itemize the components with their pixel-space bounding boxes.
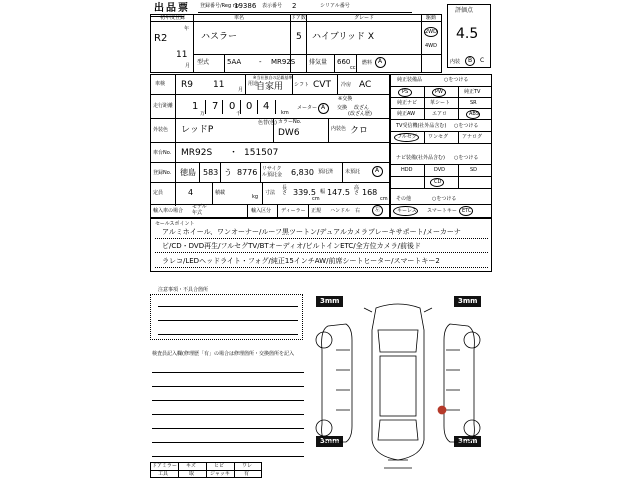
options-header: 純正装備品 bbox=[397, 77, 423, 83]
tv-note: ○をつける bbox=[454, 123, 479, 129]
type-prefix: 5AA bbox=[227, 58, 242, 66]
mileage-meter: メーター bbox=[297, 105, 318, 111]
sales-points-header: セールスポイント bbox=[155, 221, 195, 227]
drive-2wd: 2WD bbox=[425, 29, 437, 35]
color-no: DW6 bbox=[278, 128, 300, 138]
damage-mark bbox=[438, 406, 446, 414]
grade-label: グレード bbox=[354, 15, 375, 21]
tread-fl: 3mm bbox=[316, 296, 343, 307]
legend-4: ワレ bbox=[242, 463, 253, 469]
chassis-sep: ・ bbox=[229, 148, 239, 158]
color-change-label: 色替(色) bbox=[258, 120, 277, 126]
height: 168 bbox=[362, 188, 378, 197]
reg-no-value: 19386 bbox=[234, 2, 257, 10]
mileage-unit: km bbox=[281, 110, 289, 116]
load-unit: kg bbox=[252, 194, 259, 200]
tv-oneseg: ワンセグ bbox=[428, 134, 449, 140]
type-code: MR92S bbox=[271, 58, 296, 66]
displacement-unit: cc bbox=[350, 65, 356, 71]
navi-cd: CD bbox=[434, 179, 442, 185]
month-unit: 月 bbox=[185, 63, 191, 69]
inspection-unit: 月 bbox=[238, 87, 244, 93]
other-header: その他 bbox=[396, 196, 412, 202]
legend-8: 有 bbox=[244, 471, 250, 477]
use-value: 自家用 bbox=[256, 82, 284, 92]
sales-point-line-2: ビ/CD・DVD再生/フルセグTV/BTオーディオ/ビルトインETC/全方位カメラ/前後ド bbox=[162, 242, 422, 250]
grade: ハイブリッド X bbox=[312, 32, 375, 42]
fuel-label: 燃料 bbox=[362, 60, 373, 66]
exterior-color-label: 外装色 bbox=[153, 127, 169, 133]
right-side-view bbox=[444, 324, 480, 442]
sales-point-line-1: アルミホイール、ワンオーナー/ルーフ黒ツートン/デュアルカメラブレーキサポート/メーカーナ bbox=[162, 228, 461, 236]
legend-6: 取 bbox=[189, 471, 195, 477]
tread-fr: 3mm bbox=[454, 296, 481, 307]
opt-smartkey: スマートキー bbox=[427, 208, 457, 214]
first-reg-label: 初年度登録 bbox=[160, 15, 186, 21]
tread-rr: 3mm bbox=[454, 436, 481, 447]
mileage-digit-3: 0 bbox=[229, 101, 236, 112]
opt-genuine-tv: 純正TV bbox=[464, 89, 481, 95]
options-note: ○をつける bbox=[444, 77, 469, 83]
legend-2: キズ bbox=[186, 463, 196, 469]
mileage-rollback: 改ざん bbox=[354, 105, 370, 111]
mileage-status: A bbox=[321, 104, 326, 111]
car-name-label: 車名 bbox=[234, 15, 245, 21]
doors: 5 bbox=[296, 32, 302, 42]
mileage-replace: 交換 bbox=[337, 105, 348, 111]
opt-sr: SR bbox=[470, 100, 477, 106]
tv-fullseg: フルセグ bbox=[397, 134, 417, 140]
drive-4wd: 4WD bbox=[425, 43, 437, 49]
mileage-digit-4: 0 bbox=[246, 101, 253, 112]
dealer-value: 正規 bbox=[311, 208, 322, 214]
chassis-number: 151507 bbox=[244, 148, 279, 158]
legend-1: ドアミラー bbox=[152, 463, 177, 469]
import-label: 輸入車の場合 bbox=[153, 208, 184, 214]
left-side-view bbox=[316, 324, 352, 442]
mileage-unknown: (改ざん歴) bbox=[348, 111, 372, 117]
opt-etc: ETC bbox=[462, 208, 472, 214]
inspection-era: R9 bbox=[181, 80, 193, 90]
form-title: 出品票 bbox=[154, 3, 190, 14]
navi-note: ○をつける bbox=[454, 155, 479, 161]
mileage-digit-5: 4 bbox=[263, 101, 270, 112]
displacement: 660 bbox=[337, 58, 351, 66]
mileage-digit-1: 1 bbox=[192, 101, 199, 112]
height-label: 高さ bbox=[354, 185, 360, 196]
plate-number: 8776 bbox=[237, 168, 258, 177]
import-type-label: 輸入区分 bbox=[251, 208, 272, 214]
plate-kana: う bbox=[224, 168, 232, 177]
navi-dvd: DVD bbox=[434, 167, 446, 173]
ac-label: 冷房 bbox=[341, 82, 352, 88]
grade-box-label: 評価点 bbox=[455, 7, 474, 14]
interior-b: B bbox=[468, 57, 473, 64]
dims-unit-2: cm bbox=[380, 196, 388, 202]
recycle-label: リサイクル預託金 bbox=[262, 166, 283, 178]
type-label: 型式 bbox=[197, 59, 210, 66]
displacement-label: 排気量 bbox=[309, 59, 328, 66]
use-label: 用途 bbox=[248, 81, 259, 87]
dims-label: 寸法 bbox=[265, 190, 276, 196]
opt-pw: PW bbox=[435, 89, 443, 95]
legend-3: ヒビ bbox=[214, 463, 225, 469]
ac-value: AC bbox=[359, 80, 372, 90]
opt-aero: エアロ bbox=[432, 111, 448, 117]
auction-score: 4.5 bbox=[456, 26, 479, 42]
dealer-label: ディーラー bbox=[281, 208, 306, 214]
opt-keyless: キーレス bbox=[397, 208, 417, 214]
inspector-header: 検査員記入欄(修理歴「有」の場合は修理箇所・交換箇所を記入 bbox=[152, 351, 294, 357]
notice-header: 注意事項・不具合箇所 bbox=[158, 287, 209, 293]
mileage-label: 走行距離 bbox=[153, 103, 174, 109]
capacity: 4 bbox=[188, 188, 194, 197]
inspection-label: 車検 bbox=[155, 81, 166, 87]
year-unit: 年 bbox=[184, 26, 190, 32]
doors-label: ドア数 bbox=[291, 15, 306, 21]
width-label: 幅 bbox=[320, 189, 326, 195]
recycle-mark: A bbox=[375, 167, 380, 174]
steering-label: ハンドル bbox=[330, 208, 351, 214]
drive-label: 駆動 bbox=[426, 15, 437, 21]
lane-value: 2 bbox=[292, 2, 297, 10]
steering-right: 右 bbox=[355, 208, 361, 214]
top-view bbox=[364, 304, 432, 460]
interior-color-label: 内装色 bbox=[331, 126, 347, 132]
interior-c: C bbox=[480, 57, 485, 64]
opt-abs: ABS bbox=[469, 111, 479, 117]
interior-label: 内装 bbox=[450, 59, 461, 65]
mileage-note: ※交換 bbox=[338, 96, 353, 102]
exterior-color: レッドP bbox=[181, 125, 214, 135]
legend-5: 工具 bbox=[158, 471, 169, 477]
opt-genuine-navi: 純正ナビ bbox=[397, 100, 418, 106]
navi-header: ナビ装備(社外品含む) bbox=[396, 155, 445, 161]
first-reg-month: 11 bbox=[176, 50, 188, 60]
plate-class: 583 bbox=[203, 168, 219, 177]
plate-label: 登録No. bbox=[153, 170, 172, 176]
steering-left: 左 bbox=[375, 207, 381, 213]
type-sep: - bbox=[259, 58, 262, 66]
legend-7: ジャッキ bbox=[210, 471, 230, 477]
sales-point-line-3: ラレコ/LEDヘッドライト・フォグ/純正15インチAW/前席シートヒーター/スマートキー2 bbox=[162, 257, 440, 265]
opt-leather: 革シート bbox=[430, 100, 451, 106]
details-table bbox=[150, 74, 390, 218]
inspection-month: 11 bbox=[213, 80, 225, 90]
other-note: ○をつける bbox=[432, 196, 457, 202]
capacity-label: 定員 bbox=[153, 190, 164, 196]
model-year-label: モデル年式 bbox=[192, 204, 207, 216]
recycle-unit-status: 預託済 bbox=[318, 169, 334, 175]
tv-header: TV受信機(社外品含む) bbox=[396, 123, 447, 129]
load-label: 積載 bbox=[215, 190, 226, 196]
vehicle-diagram bbox=[306, 300, 490, 472]
recycle-pending: 未預託 bbox=[345, 169, 361, 175]
mileage-digit-2: 7 bbox=[212, 101, 219, 112]
tv-analog: アナログ bbox=[462, 134, 483, 140]
length-label: 長さ bbox=[282, 185, 288, 196]
front-view bbox=[384, 460, 412, 468]
shift-label: シフト bbox=[294, 82, 310, 88]
width: 147.5 bbox=[327, 188, 350, 197]
mileage-man: 万 bbox=[200, 111, 206, 117]
lane-label: 表示番号 bbox=[262, 3, 283, 9]
navi-hdd: HDD bbox=[401, 167, 413, 173]
plate-area: 徳島 bbox=[180, 168, 196, 177]
chassis-label: 車台No. bbox=[153, 150, 172, 156]
chassis-prefix: MR92S bbox=[181, 148, 213, 158]
navi-sd: SD bbox=[470, 167, 478, 173]
mileage-sen: 千 bbox=[236, 111, 242, 117]
first-reg-era: R2 bbox=[154, 33, 168, 44]
interior-color: クロ bbox=[350, 126, 369, 136]
tread-rl: 3mm bbox=[316, 436, 343, 447]
color-no-label: カラーNo. bbox=[278, 119, 302, 125]
recycle-amount: 6,830 bbox=[291, 168, 314, 177]
opt-genuine-aw: 純正AW bbox=[397, 111, 416, 117]
opt-ps: PS bbox=[402, 89, 409, 95]
fuel-value: A bbox=[378, 58, 383, 65]
shift-value: CVT bbox=[313, 80, 331, 90]
length: 339.5 bbox=[293, 188, 316, 197]
car-name: ハスラー bbox=[201, 32, 238, 42]
use-note: ※当社独自の記載基準 bbox=[253, 75, 293, 80]
serial-label: シリアル番号 bbox=[320, 3, 350, 9]
dims-unit-1: cm bbox=[312, 196, 320, 202]
reg-no-label: 登録番号/Reg no bbox=[200, 3, 240, 9]
